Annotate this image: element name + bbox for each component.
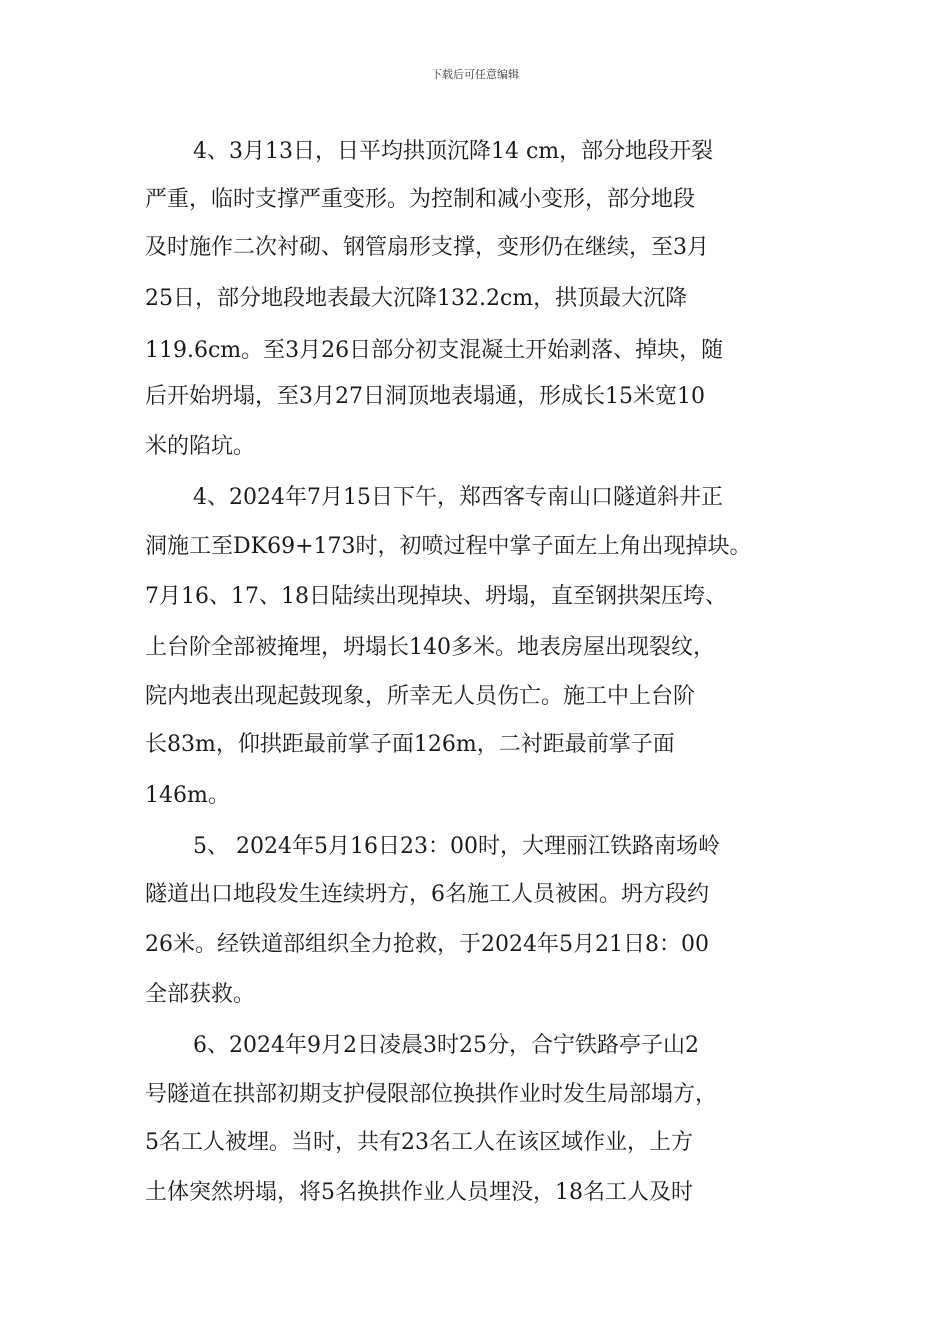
paragraph-2-line-3: 7月16、17、18日陆续出现掉块、坍塌，直至钢拱架压垮、 [145, 584, 727, 609]
paragraph-2-line-4: 上台阶全部被掩埋，坍塌长140多米。地表房屋出现裂纹， [145, 635, 715, 660]
paragraph-3-line-3: 26米。经铁道部组织全力抢救，于2024年5月21日8：00 [145, 932, 709, 957]
paragraph-4-line-3: 5名工人被埋。当时，共有23名工人在该区域作业，上方 [145, 1130, 693, 1155]
paragraph-1-line-4: 25日，部分地段地表最大沉降132.2cm，拱顶最大沉降 [145, 286, 688, 311]
paragraph-3-line-2: 隧道出口地段发生连续坍方，6名施工人员被困。坍方段约 [145, 882, 709, 907]
paragraph-3-line-1: 5、 2024年5月16日23：00时，大理丽江铁路南场岭 [193, 834, 720, 859]
paragraph-4-line-1: 6、2024年9月2日凌晨3时25分，合宁铁路亭子山2 [193, 1033, 699, 1058]
paragraph-1-line-5: 119.6cm。至3月26日部分初支混凝土开始剥落、掉块，随 [145, 338, 724, 363]
paragraph-1-line-2: 严重，临时支撑严重变形。为控制和减小变形，部分地段 [145, 187, 696, 212]
paragraph-2-line-2: 洞施工至DK69+173时，初喷过程中掌子面左上角出现掉块。 [145, 534, 752, 559]
paragraph-2-line-1: 4、2024年7月15日下午，郑西客专南山口隧道斜井正 [193, 485, 723, 510]
paragraph-3-line-4: 全部获救。 [145, 982, 256, 1007]
paragraph-4-line-2: 号隧道在拱部初期支护侵限部位换拱作业时发生局部塌方， [145, 1082, 718, 1107]
page-header: 下载后可任意编辑 [431, 68, 519, 81]
paragraph-2-line-7: 146m。 [145, 783, 230, 808]
paragraph-1-line-1: 4、3月13日，日平均拱顶沉降14 cm，部分地段开裂 [193, 139, 714, 164]
paragraph-1-line-3: 及时施作二次衬砌、钢管扇形支撑，变形仍在继续，至3月 [145, 235, 709, 260]
paragraph-4-line-4: 土体突然坍塌，将5名换拱作业人员埋没，18名工人及时 [145, 1180, 693, 1205]
paragraph-2-line-6: 长83m，仰拱距最前掌子面126m，二衬距最前掌子面 [145, 732, 675, 757]
paragraph-1-line-6: 后开始坍塌，至3月27日洞顶地表塌通，形成长15米宽10 [145, 384, 705, 409]
paragraph-2-line-5: 院内地表出现起鼓现象，所幸无人员伤亡。施工中上台阶 [145, 684, 696, 709]
paragraph-1-line-7: 米的陷坑。 [145, 434, 256, 459]
